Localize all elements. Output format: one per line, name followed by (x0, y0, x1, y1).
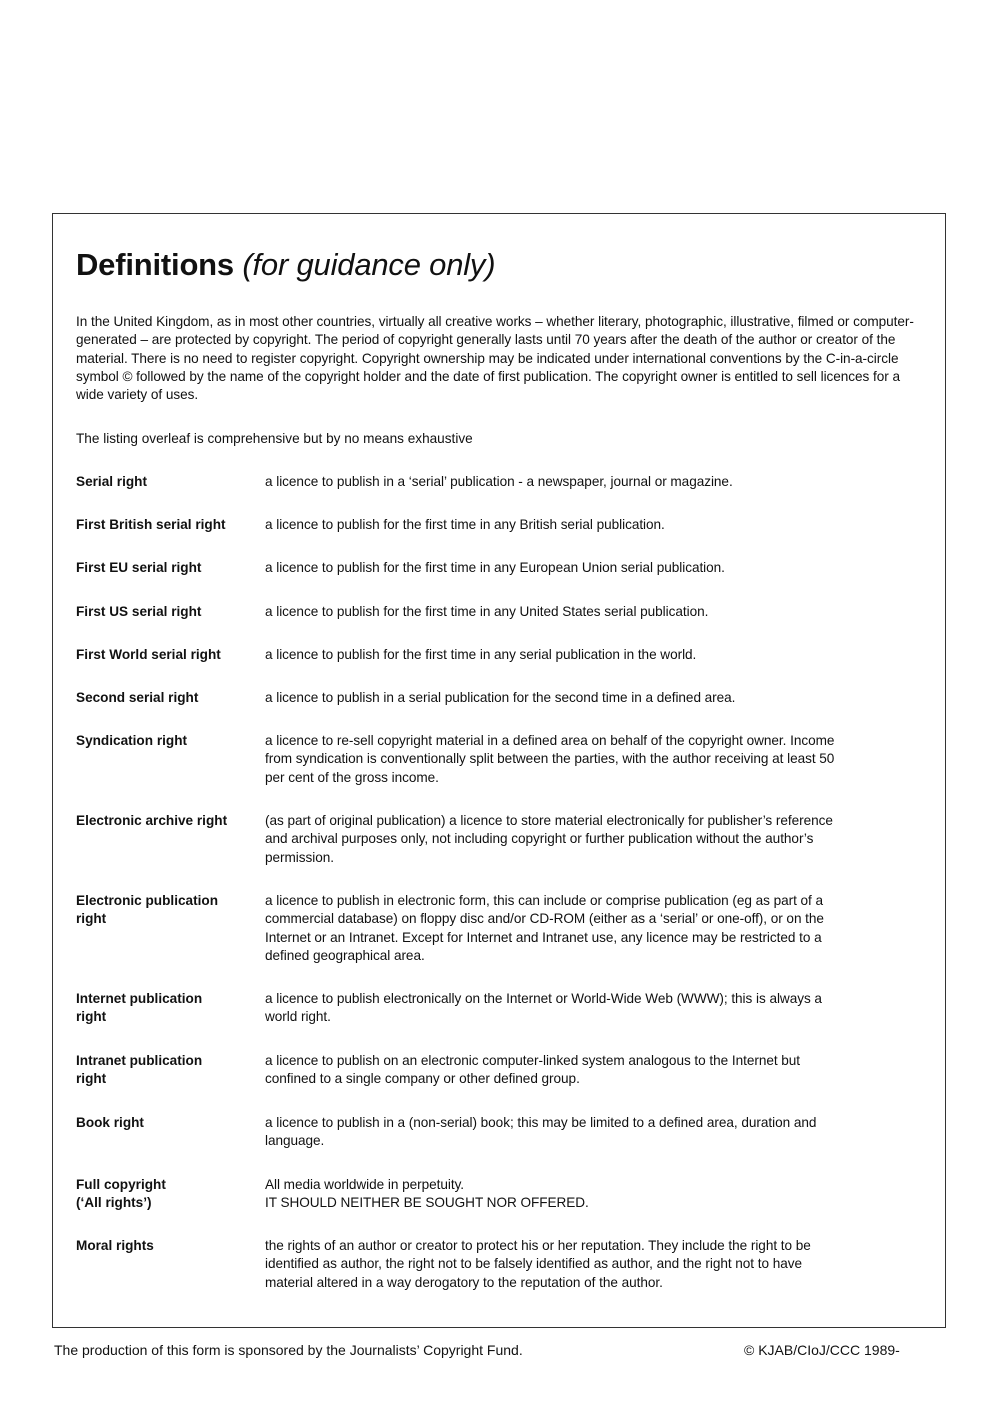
definition-description: a licence to publish in electronic form, this can include or comprise publication (eg as part of a commercial database) on floppy disc and/or CD-ROM (either as a ‘serial’ or one-off), or on the Internet or an Intranet. Except for Internet and Intranet use, any licence may be restricted to a defined geographical area. (265, 893, 824, 963)
page-title (76, 245, 495, 285)
definition-term: Full copyright (‘All rights’) (76, 1177, 166, 1211)
definition-term: First British serial right (76, 517, 226, 532)
definitions-panel (52, 213, 946, 1328)
definition-term: Electronic publication right (76, 893, 218, 927)
definition-description: a licence to publish on an electronic computer-linked system analogous to the Internet but confined to a single company or other defined group. (265, 1053, 801, 1087)
definition-description: a licence to publish for the first time in any British serial publication. (265, 517, 665, 532)
definition-term: Electronic archive right (76, 813, 228, 828)
definition-term: First US serial right (76, 604, 202, 619)
definition-term: Second serial right (76, 690, 199, 705)
definition-description: a licence to publish for the first time in any serial publication in the world. (265, 647, 697, 662)
definition-description: a licence to publish electronically on the Internet or World-Wide Web (WWW); this is always a world right. (265, 991, 822, 1025)
definition-description: the rights of an author or creator to protect his or her reputation. They include the right to be identified as author, the right not to be falsely identified as author, and the right not to have material altered in a way derogatory to the reputation of the author. (265, 1238, 811, 1290)
definition-description: a licence to publish in a ‘serial’ publication - a newspaper, journal or magazine. (265, 474, 733, 489)
definition-description: (as part of original publication) a licence to store material electronically for publisher’s reference and archival purposes only, not including copyright or further publication without the author’s permission. (265, 813, 833, 865)
copyright-footer: © KJAB/CIoJ/CCC 1989- (744, 1342, 900, 1358)
definition-term: Serial right (76, 474, 148, 489)
title-subtitle: (for guidance only) (242, 247, 496, 282)
intro-paragraph: In the United Kingdom, as in most other countries, virtually all creative works – whether literary, photographic, illustrative, filmed or computer-generated – are protected by copyright. The period of copyright generally lasts until 70 years after the death of the author or creator of the material. There is no need to register copyright. Copyright ownership may be indicated under international conventions by the C-in-a-circle symbol © followed by the name of the copyright holder and the date of first publication. The copyright owner is entitled to sell licences for a wide variety of uses. (76, 314, 914, 403)
definition-term: Intranet publication right (76, 1053, 203, 1087)
title-main: Definitions (76, 247, 234, 282)
listing-note: The listing overleaf is comprehensive but by no means exhaustive (76, 431, 473, 446)
definition-description: a licence to publish in a (non-serial) book; this may be limited to a defined area, duration and language. (265, 1115, 817, 1149)
definition-description: a licence to publish in a serial publication for the second time in a defined area. (265, 690, 736, 705)
definition-term: Syndication right (76, 733, 188, 748)
definition-term: Moral rights (76, 1238, 154, 1253)
definition-term: First World serial right (76, 647, 221, 662)
definition-description: a licence to publish for the first time in any United States serial publication. (265, 604, 709, 619)
definition-description: All media worldwide in perpetuity. IT SHOULD NEITHER BE SOUGHT NOR OFFERED. (265, 1177, 589, 1211)
sponsor-footer: The production of this form is sponsored by the Journalists’ Copyright Fund. (54, 1342, 523, 1358)
definition-term: Book right (76, 1115, 144, 1130)
definition-description: a licence to re-sell copyright material in a defined area on behalf of the copyright owner. Income from syndication is conventionally split between the parties, with the author receiving at least 50 per cent of the gross income. (265, 733, 835, 785)
definition-term: First EU serial right (76, 560, 202, 575)
definition-term: Internet publication right (76, 991, 203, 1025)
definition-description: a licence to publish for the first time in any European Union serial publication. (265, 560, 725, 575)
